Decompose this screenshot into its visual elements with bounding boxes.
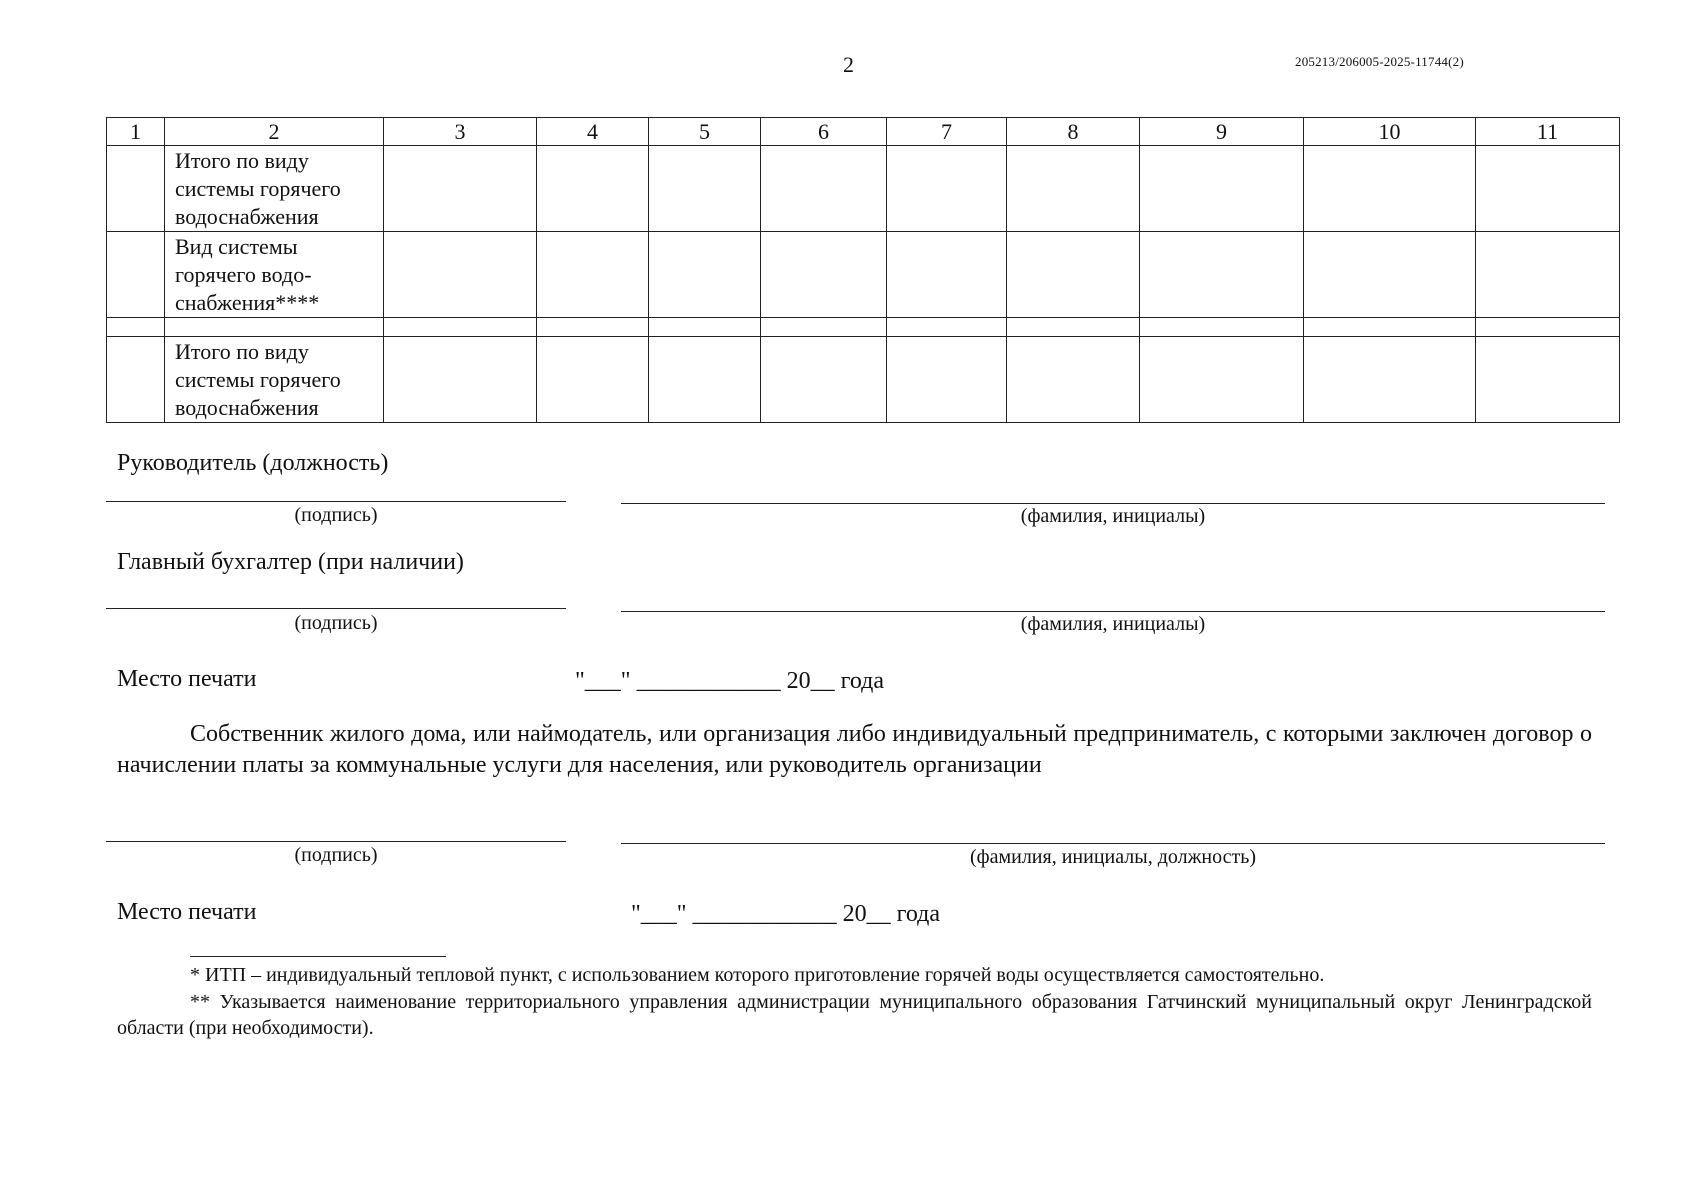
table-cell[interactable] xyxy=(649,146,761,232)
table-cell[interactable] xyxy=(887,232,1007,318)
table-cell[interactable] xyxy=(537,232,649,318)
footnote: * ИТП – индивидуальный тепловой пункт, с использованием которого приготовление горячей воды осуществляется самостоятельно. xyxy=(190,964,1325,986)
table-cell[interactable] xyxy=(537,146,649,232)
table-cell[interactable] xyxy=(537,318,649,337)
table-cell-label xyxy=(165,232,384,318)
table-cell[interactable] xyxy=(1476,232,1620,318)
table-cell[interactable] xyxy=(107,337,165,423)
table-cell[interactable] xyxy=(107,318,165,337)
footnote-separator xyxy=(190,956,446,957)
head-name-caption: (фамилия, инициалы) xyxy=(1020,505,1206,527)
table-cell[interactable] xyxy=(761,146,887,232)
table-cell[interactable] xyxy=(1007,232,1140,318)
table-cell[interactable] xyxy=(761,337,887,423)
table-cell[interactable] xyxy=(1140,232,1304,318)
table-cell[interactable] xyxy=(384,337,537,423)
table-cell[interactable] xyxy=(1140,146,1304,232)
column-header: 9 xyxy=(1140,118,1304,146)
table-cell[interactable] xyxy=(1476,146,1620,232)
accountant-title: Главный бухгалтер (при наличии) xyxy=(117,549,464,575)
table-cell-label xyxy=(165,337,384,423)
table-cell[interactable] xyxy=(384,318,537,337)
stamp-label: Место печати xyxy=(117,899,257,925)
owner-signature-caption: (подпись) xyxy=(294,844,378,866)
table-cell[interactable] xyxy=(1007,337,1140,423)
table-header-row xyxy=(107,118,1620,146)
column-header: 7 xyxy=(887,118,1007,146)
table-cell[interactable] xyxy=(384,146,537,232)
row-label: Итого по виду системы горячего водоснабжения xyxy=(175,339,341,420)
table-cell[interactable] xyxy=(1304,337,1476,423)
column-header: 4 xyxy=(537,118,649,146)
document-id: 205213/206005-2025-11744(2) xyxy=(1295,54,1464,69)
table-cell[interactable] xyxy=(107,146,165,232)
report-table xyxy=(106,117,1620,423)
table-row xyxy=(107,146,1620,232)
stamp-date[interactable]: "___" ____________ 20__ года xyxy=(575,668,885,694)
head-signature-line[interactable] xyxy=(106,501,566,502)
column-header: 8 xyxy=(1007,118,1140,146)
accountant-signature-caption: (подпись) xyxy=(294,612,378,634)
table-cell[interactable] xyxy=(887,337,1007,423)
column-header: 11 xyxy=(1476,118,1620,146)
owner-name-caption: (фамилия, инициалы, должность) xyxy=(969,846,1257,868)
column-header: 6 xyxy=(761,118,887,146)
stamp-label: Место печати xyxy=(117,666,257,692)
table-cell[interactable] xyxy=(1304,318,1476,337)
page-number: 2 xyxy=(843,52,854,77)
column-header: 5 xyxy=(649,118,761,146)
table-cell[interactable] xyxy=(1304,146,1476,232)
table-cell[interactable] xyxy=(887,318,1007,337)
table-row xyxy=(107,232,1620,318)
column-header: 1 xyxy=(107,118,165,146)
row-label: Итого по виду системы горячего водоснабжения xyxy=(175,148,341,229)
table-cell-label[interactable] xyxy=(165,318,384,337)
row-label: Вид системы горячего водо- снабжения**** xyxy=(175,234,320,315)
accountant-name-line[interactable] xyxy=(621,611,1605,612)
table-cell-label xyxy=(165,146,384,232)
table-cell[interactable] xyxy=(887,146,1007,232)
table-cell[interactable] xyxy=(1140,337,1304,423)
owner-paragraph: Собственник жилого дома, или наймодатель, или организация либо индивидуальный предприниматель, с которыми заключен договор о начислении платы за коммунальные услуги для населения, или руководитель организации xyxy=(117,721,1592,778)
column-header: 3 xyxy=(384,118,537,146)
table-cell[interactable] xyxy=(1007,146,1140,232)
head-name-line[interactable] xyxy=(621,503,1605,504)
table-cell[interactable] xyxy=(1476,337,1620,423)
table-cell[interactable] xyxy=(537,337,649,423)
table-cell[interactable] xyxy=(761,232,887,318)
head-title: Руководитель (должность) xyxy=(117,450,389,476)
table-cell[interactable] xyxy=(649,232,761,318)
table-cell[interactable] xyxy=(1476,318,1620,337)
footnote: ** Указывается наименование территориального управления администрации муниципального образования Гатчинский муниципальный округ Ленинградской области (при необходимости). xyxy=(117,991,1592,1039)
accountant-name-caption: (фамилия, инициалы) xyxy=(1020,613,1206,635)
accountant-signature-line[interactable] xyxy=(106,608,566,609)
table-cell[interactable] xyxy=(649,337,761,423)
head-signature-caption: (подпись) xyxy=(294,504,378,526)
owner-name-line[interactable] xyxy=(621,843,1605,844)
table-row xyxy=(107,337,1620,423)
table-row xyxy=(107,318,1620,337)
table-cell[interactable] xyxy=(384,232,537,318)
table-cell[interactable] xyxy=(649,318,761,337)
table-cell[interactable] xyxy=(761,318,887,337)
table-cell[interactable] xyxy=(1304,232,1476,318)
column-header: 2 xyxy=(165,118,384,146)
owner-signature-line[interactable] xyxy=(106,841,566,842)
table-cell[interactable] xyxy=(107,232,165,318)
table-cell[interactable] xyxy=(1007,318,1140,337)
table-cell[interactable] xyxy=(1140,318,1304,337)
stamp-date[interactable]: "___" ____________ 20__ года xyxy=(631,901,941,927)
column-header: 10 xyxy=(1304,118,1476,146)
